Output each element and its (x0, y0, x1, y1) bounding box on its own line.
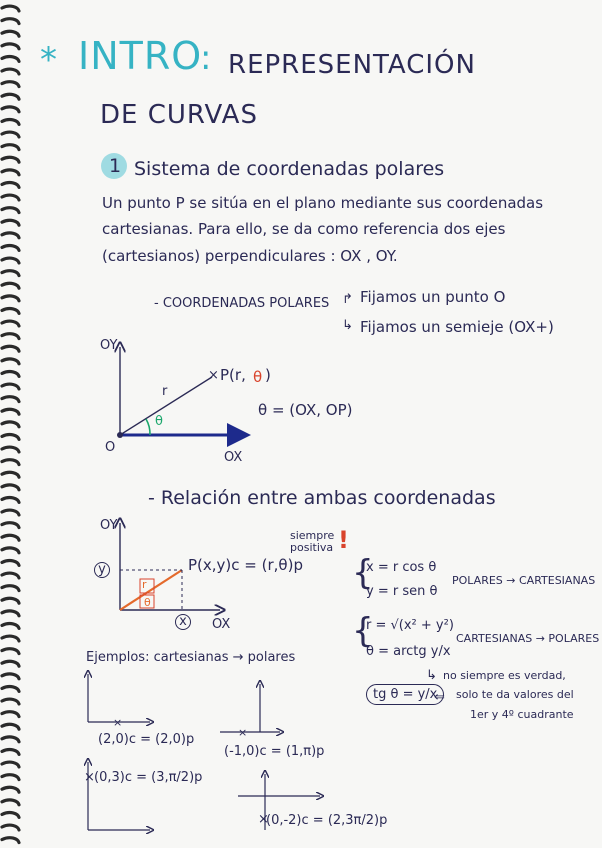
cart-to-polar-label: CARTESIANAS → POLARES (456, 632, 600, 645)
spiral-ring (2, 208, 19, 213)
example-1: (2,0)c = (2,0)p (98, 732, 195, 747)
note-arrow: ↳ (426, 668, 437, 683)
polar-to-cart-label: POLARES → CARTESIANAS (452, 574, 596, 587)
polar-coords-label: - COORDENADAS POLARES (154, 296, 330, 311)
spiral-ring (2, 132, 19, 137)
spiral-ring (2, 283, 19, 288)
spiral-ring (2, 346, 19, 351)
brace-1: { (352, 553, 374, 593)
tan-arrow: ⇐ (434, 690, 445, 705)
spiral-ring (2, 183, 19, 188)
spiral-ring (2, 82, 19, 87)
spiral-ring (2, 838, 19, 843)
spiral-ring (2, 220, 19, 225)
spiral-ring (2, 271, 19, 276)
spiral-ring (2, 69, 19, 74)
spiral-ring (2, 787, 19, 792)
example-4-mark: × (258, 812, 269, 827)
spiral-ring (2, 548, 19, 553)
d1-origin-label: O (105, 440, 116, 455)
spiral-binding (0, 0, 22, 848)
spiral-ring (2, 712, 19, 717)
section-heading: Sistema de coordenadas polares (134, 158, 445, 180)
note-line-3: 1er y 4º cuadrante (470, 708, 574, 721)
formula-x: x = r cos θ (366, 560, 437, 575)
spiral-ring (2, 586, 19, 591)
d1-point-close: ) (265, 366, 271, 384)
spiral-ring (2, 775, 19, 780)
spiral-ring (2, 447, 19, 452)
d2-radius (120, 570, 182, 610)
d2-r-label: r (142, 578, 147, 591)
svg-text:×: × (113, 716, 123, 729)
spiral-ring (2, 397, 19, 402)
spiral-ring (2, 636, 19, 641)
intro-line-1: Un punto P se sitúa en el plano mediante sus coordenadas (102, 194, 544, 212)
spiral-ring (2, 44, 19, 49)
example-4: (0,-2)c = (2,3π/2)p (266, 813, 388, 828)
spiral-ring (2, 157, 19, 162)
spiral-ring (2, 737, 19, 742)
spiral-ring (2, 107, 19, 112)
d2-y-label: y (94, 562, 110, 578)
spiral-ring (2, 57, 19, 62)
section-number: 1 (109, 155, 122, 177)
d2-oy-label: OY (100, 518, 118, 533)
d2-theta-label: θ (144, 596, 151, 609)
polar-coords-item2: Fijamos un semieje (OX+) (360, 318, 554, 336)
spiral-ring (2, 573, 19, 578)
spiral-ring (2, 170, 19, 175)
spiral-ring (2, 825, 19, 830)
spiral-ring (2, 309, 19, 314)
d1-point-label: P(r, (220, 366, 246, 384)
spiral-ring (2, 510, 19, 515)
spiral-ring (2, 422, 19, 427)
spiral-ring (2, 649, 19, 654)
example-3: (0,3)c = (3,π/2)p (94, 770, 203, 785)
formula-y: y = r sen θ (366, 584, 438, 599)
branch-arrow-1: ↱ (342, 292, 353, 307)
spiral-ring (2, 258, 19, 263)
spiral-ring (2, 195, 19, 200)
branch-arrow-2: ↳ (342, 318, 353, 333)
d1-oy-label: OY (100, 338, 118, 353)
note-line-1: no siempre es verdad, (443, 669, 566, 682)
spiral-ring (2, 624, 19, 629)
title-line1: REPRESENTACIÓN (228, 50, 476, 80)
spiral-ring (2, 724, 19, 729)
spiral-ring (2, 523, 19, 528)
spiral-ring (2, 120, 19, 125)
spiral-ring (2, 372, 19, 377)
d2-x-label: x (175, 614, 191, 630)
note-line-2: solo te da valores del (456, 688, 574, 701)
spiral-ring (2, 145, 19, 150)
d2-point-label: P(x,y)c = (r,θ)p (188, 556, 303, 574)
spiral-ring (2, 460, 19, 465)
d1-point-theta: θ (253, 368, 263, 386)
example-2: (-1,0)c = (1,π)p (224, 744, 325, 759)
spiral-ring (2, 813, 19, 818)
spiral-ring (2, 6, 19, 11)
relation-label: - Relación entre ambas coordenadas (148, 487, 496, 509)
formula-r: r = √(x² + y²) (366, 618, 454, 633)
spiral-ring (2, 674, 19, 679)
spiral-ring (2, 359, 19, 364)
tan-formula: tg θ = y/x (366, 684, 444, 705)
spiral-ring (2, 233, 19, 238)
spiral-ring (2, 31, 19, 36)
title-star: * (40, 40, 58, 80)
d2-exclaim: ! (338, 526, 349, 554)
d2-ox-label: OX (212, 617, 231, 632)
spiral-ring (2, 535, 19, 540)
origin-dot (117, 432, 123, 438)
spiral-ring (2, 561, 19, 566)
examples-label: Ejemplos: cartesianas → polares (86, 650, 296, 665)
spiral-ring (2, 435, 19, 440)
spiral-ring (2, 800, 19, 805)
spiral-ring (2, 19, 19, 24)
d1-theta-label: θ (155, 414, 163, 429)
spiral-ring (2, 321, 19, 326)
intro-line-2: cartesianas. Para ello, se da como referencia dos ejes (102, 220, 506, 238)
title-line2: DE CURVAS (100, 100, 258, 130)
svg-text:×: × (238, 726, 248, 739)
spiral-ring (2, 661, 19, 666)
angle-arc (146, 419, 150, 435)
spiral-ring (2, 334, 19, 339)
spiral-ring (2, 246, 19, 251)
brace-2: { (352, 611, 374, 651)
spiral-ring (2, 699, 19, 704)
spiral-ring (2, 498, 19, 503)
spiral-ring (2, 472, 19, 477)
d1-r-label: r (162, 384, 168, 399)
d1-point-mark: × (208, 368, 219, 383)
spiral-ring (2, 687, 19, 692)
spiral-ring (2, 384, 19, 389)
title-intro: INTRO (78, 34, 203, 78)
example-3-mark: × (84, 770, 95, 785)
spiral-ring (2, 94, 19, 99)
formula-theta: θ = arctg y/x (366, 644, 451, 659)
spiral-ring (2, 409, 19, 414)
title-colon: : (200, 38, 213, 78)
intro-line-3: (cartesianos) perpendiculares : OX , OY. (102, 247, 398, 265)
d1-angle-def: θ = (OX, OP) (258, 401, 353, 419)
spiral-ring (2, 611, 19, 616)
spiral-ring (2, 296, 19, 301)
d2-note: siempre positiva (290, 529, 335, 554)
spiral-ring (2, 598, 19, 603)
d1-ox-label: OX (224, 450, 243, 465)
spiral-ring (2, 485, 19, 490)
spiral-ring (2, 762, 19, 767)
spiral-ring (2, 750, 19, 755)
polar-coords-item1: Fijamos un punto O (360, 288, 506, 306)
